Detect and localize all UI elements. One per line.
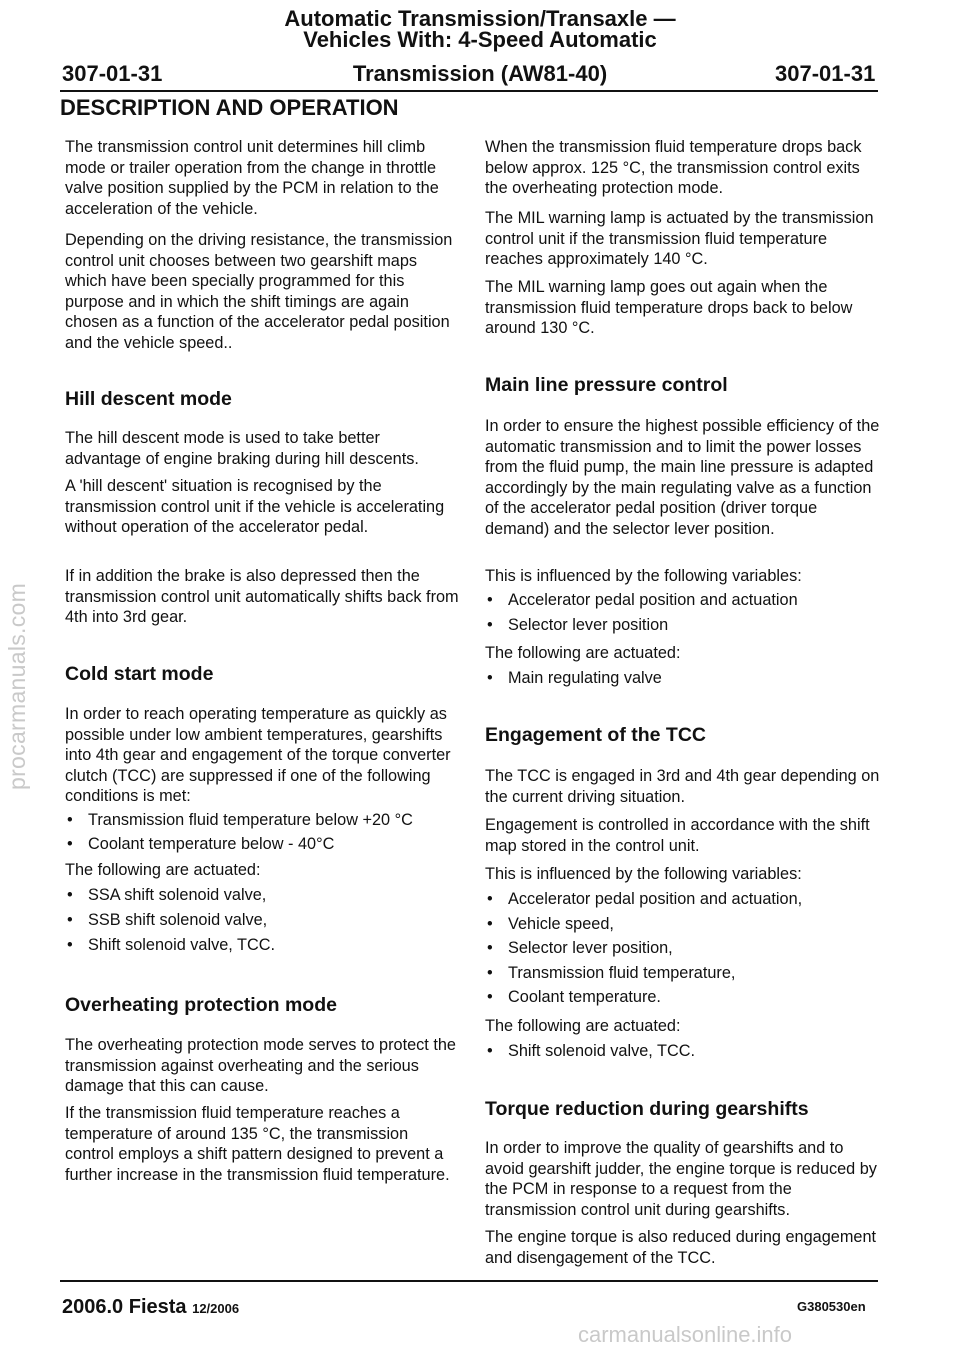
right-paragraph-7: The TCC is engaged in 3rd and 4th gear depending on the current driving situation. <box>485 767 880 806</box>
heading-tcc-engagement: Engagement of the TCC <box>485 724 707 746</box>
left-paragraph-1: The transmission control unit determines hill climb mode or trailer operation from the change in throttle valve position supplied by the PCM in relation to the acceleration of the vehicle. <box>65 138 439 218</box>
section-title: DESCRIPTION AND OPERATION <box>60 95 399 120</box>
left-paragraph-9: If the transmission fluid temperature reaches a temperature of around 135 °C, the transmission control employs a shift pattern designed to prevent a further increase in the transmission fluid temperature. <box>65 1104 450 1184</box>
right-paragraph-5: This is influenced by the following variables: <box>485 567 802 585</box>
left-paragraph-3: The hill descent mode is used to take better advantage of engine braking during hill descents. <box>65 429 419 468</box>
footer-date: 12/2006 <box>192 1301 240 1316</box>
side-watermark: procarmanuals.com <box>4 582 30 790</box>
right-paragraph-2: The MIL warning lamp is actuated by the transmission control unit if the transmission fluid temperature reaches approximately 140 °C. <box>485 209 874 268</box>
right-paragraph-8: Engagement is controlled in accordance with the shift map stored in the control unit. <box>485 816 870 855</box>
footer-code: G380530en <box>797 1299 866 1314</box>
page-number-left: 307-01-31 <box>62 61 163 86</box>
right-paragraph-3: The MIL warning lamp goes out again when the transmission fluid temperature drops back to below around 130 °C. <box>485 278 853 337</box>
header-title-line1: Automatic Transmission/Transaxle — <box>284 6 676 31</box>
right-paragraph-9: This is influenced by the following variables: <box>485 865 802 883</box>
bottom-watermark: carmanualsonline.info <box>578 1322 793 1347</box>
heading-cold-start: Cold start mode <box>65 663 214 685</box>
page-number-right: 307-01-31 <box>775 61 876 86</box>
left-paragraph-8: The overheating protection mode serves to protect the transmission against overheating and the serious damage that this can cause. <box>65 1036 456 1095</box>
left-paragraph-4: A 'hill descent' situation is recognised by the transmission control unit if the vehicle is accelerating without operation of the accelerator pedal. <box>65 477 445 536</box>
right-paragraph-6: The following are actuated: <box>485 644 681 662</box>
left-paragraph-2: Depending on the driving resistance, the transmission control unit chooses between two gearshift maps which have been specially programmed for this purpose and in which the shift timings are again chosen as a function of the accelerator pedal position and the vehicle speed.. <box>65 231 453 352</box>
right-paragraph-10: The following are actuated: <box>485 1017 681 1035</box>
left-paragraph-5: If in addition the brake is also depressed then the transmission control unit automatically shifts back from 4th into 3rd gear. <box>65 567 459 626</box>
heading-hill-descent: Hill descent mode <box>65 388 232 410</box>
left-paragraph-6: In order to reach operating temperature as quickly as possible under low ambient temperatures, gearshifts into 4th gear and engagement of the torque converter clutch (TCC) are suppressed if one of the following conditions is met: <box>65 705 451 805</box>
header-title-line3: Transmission (AW81-40) <box>352 61 608 86</box>
header-title-line2: Vehicles With: 4-Speed Automatic <box>303 27 657 52</box>
right-paragraph-4: In order to ensure the highest possible efficiency of the automatic transmission and to limit the power losses from the fluid pump, the main line pressure is adapted accordingly by the main regulating valve as a function of the accelerator pedal position (driver torque demand) and the selector lever position. <box>485 417 880 538</box>
header-divider <box>60 90 878 92</box>
footer-model: 2006.0 Fiesta 12/2006 <box>62 1296 240 1318</box>
right-paragraph-11: In order to improve the quality of gearshifts and to avoid gearshift judder, the engine torque is reduced by the PCM in response to a request from the transmission control unit during gearshifts. <box>485 1139 877 1219</box>
right-paragraph-12: The engine torque is also reduced during engagement and disengagement of the TCC. <box>485 1228 877 1267</box>
heading-torque-reduction: Torque reduction during gearshifts <box>485 1098 809 1120</box>
footer-divider <box>60 1280 878 1282</box>
right-paragraph-1: When the transmission fluid temperature drops back below approx. 125 °C, the transmission control exits the overheating protection mode. <box>485 138 862 197</box>
left-paragraph-7: The following are actuated: <box>65 861 261 879</box>
heading-main-line-pressure: Main line pressure control <box>485 374 728 396</box>
heading-overheating: Overheating protection mode <box>65 994 337 1016</box>
